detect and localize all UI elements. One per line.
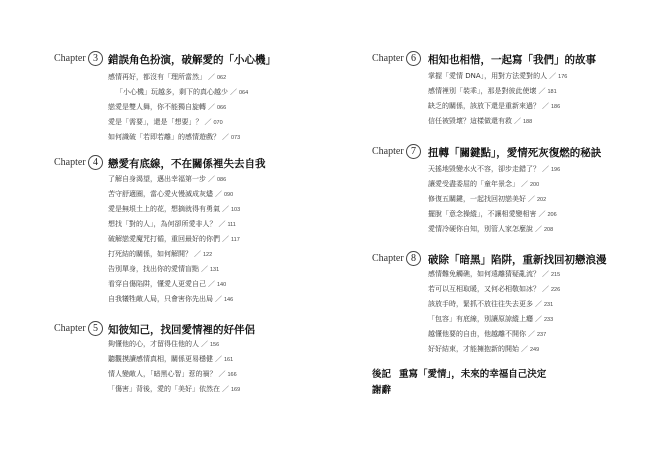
toc-entry-text: 告別單身，找出你的愛情盲點 [108, 265, 199, 273]
toc-slash: ／ [194, 250, 201, 258]
toc-slash: ／ [538, 87, 546, 95]
toc-entry-text: 「小心機」玩越多，剩下的真心越少 [116, 88, 228, 96]
toc-entry[interactable] [108, 295, 233, 305]
toc-slash: ／ [538, 210, 546, 218]
toc-page-number: 226 [551, 287, 561, 293]
chapter-label: Chapter [54, 323, 86, 334]
toc-page-number: 146 [224, 297, 234, 303]
toc-entry-text: 感情難免觸礁，如何遠離猜疑亂流？ [428, 270, 540, 278]
toc-entry[interactable] [108, 280, 226, 290]
toc-entry-text: 了解自身渴望，邁出幸福第一步 [108, 175, 206, 183]
chapter-label: Chapter [372, 253, 404, 264]
toc-entry[interactable] [108, 118, 223, 128]
toc-page-number: 202 [537, 197, 547, 203]
toc-entry-text: 愛情冷硬你自知，別管人家怎麼說 [428, 225, 533, 233]
toc-entry-text: 擺脫「意念操縱」，不讓相愛變相害 [428, 210, 537, 218]
toc-entry[interactable] [428, 315, 553, 325]
toc-page-number: 090 [224, 192, 234, 198]
toc-page-number: 070 [213, 120, 223, 126]
toc-page-number: 208 [544, 227, 554, 233]
toc-slash: ／ [535, 300, 542, 308]
chapter-title: 扭轉「關鍵點」，愛情死灰復燃的秘訣 [428, 147, 602, 159]
chapter-title: 破除「暗黑」陷阱，重新找回初戀浪漫 [428, 254, 607, 266]
toc-slash: ／ [535, 225, 542, 233]
toc-slash: ／ [542, 165, 549, 173]
chapter-number-badge: 7 [406, 144, 421, 159]
toc-entry[interactable] [428, 195, 546, 205]
toc-entry-text: 如何識破「若即若離」的感情遊戲？ [108, 133, 220, 141]
toc-page-number: 140 [217, 282, 227, 288]
toc-slash: ／ [215, 190, 222, 198]
toc-page-number: 181 [547, 89, 557, 95]
toc-page-number: 215 [551, 272, 561, 278]
toc-slash: ／ [521, 345, 528, 353]
toc-page-number: 176 [558, 74, 568, 80]
toc-slash: ／ [215, 355, 222, 363]
toc-page-number: 131 [210, 267, 220, 273]
toc-entry[interactable] [428, 72, 567, 82]
chapter-number-badge: 6 [406, 51, 421, 66]
toc-entry-text: 修復五關鍵，一起找回初戀美好 [428, 195, 526, 203]
toc-page-number: 064 [239, 90, 249, 96]
toc-page-number: 066 [217, 105, 227, 111]
toc-entry[interactable] [108, 385, 240, 395]
toc-entry-text: 缺乏的關係，該放下還是重新來過？ [428, 102, 540, 110]
toc-page-number: 169 [231, 387, 241, 393]
toc-entry[interactable] [428, 285, 560, 295]
toc-entry-text: 掌握「愛情 DNA」，用對方法愛對的人 [428, 72, 548, 80]
chapter-title: 戀愛有底線，不在關係裡失去自我 [108, 158, 266, 170]
toc-entry[interactable] [428, 87, 557, 97]
toc-slash: ／ [222, 133, 229, 141]
toc-slash: ／ [542, 285, 549, 293]
toc-entry[interactable] [108, 250, 212, 260]
toc-page-number: 122 [203, 252, 213, 258]
toc-entry-text: 自我犧牲敵人局，只會害你先出局 [108, 295, 213, 303]
toc-slash: ／ [521, 180, 528, 188]
toc-slash: ／ [208, 73, 215, 81]
toc-entry[interactable] [108, 190, 233, 200]
toc-slash: ／ [204, 118, 212, 126]
toc-entry-text: 戀愛是雙人舞，你不能獨自旋轉 [108, 103, 206, 111]
chapter-number-badge: 5 [88, 321, 103, 336]
toc-entry[interactable] [116, 88, 248, 98]
toc-slash: ／ [208, 103, 215, 111]
toc-entry[interactable] [108, 205, 240, 215]
toc-entry[interactable] [428, 300, 553, 310]
toc-entry-text: 該放手時，緊抓不放往往失去更多 [428, 300, 533, 308]
thanks-entry[interactable]: 謝辭 [372, 385, 392, 396]
toc-page-number: 233 [544, 317, 554, 323]
toc-entry-text: 聽觀摸讀感情真相，關係更易穩健 [108, 355, 213, 363]
toc-slash: ／ [201, 265, 208, 273]
toc-entry-text: 感情裡別「裝乖」，那是對彼此使壞 [428, 87, 537, 95]
toc-page-number: 111 [227, 222, 236, 228]
toc-slash: ／ [215, 295, 222, 303]
toc-slash: ／ [535, 315, 542, 323]
toc-entry-text: 感情再好，都沒有「理所當然」 [108, 73, 206, 81]
chapter-title: 相知也相惜，一起寫「我們」的故事 [428, 54, 596, 66]
toc-page-number: 117 [231, 237, 240, 243]
toc-slash: ／ [230, 88, 237, 96]
toc-slash: ／ [201, 340, 208, 348]
toc-entry-text: 「包容」有底線，別讓原諒縱上癮 [428, 315, 533, 323]
toc-entry[interactable] [108, 175, 226, 185]
toc-entry[interactable] [428, 102, 560, 112]
toc-page-number: 186 [551, 104, 561, 110]
toc-page-number: 206 [547, 212, 557, 218]
chapter-label: Chapter [54, 157, 86, 168]
toc-entry-text: 天搖地毀變水火不容，卻步走錯了？ [428, 165, 540, 173]
toc-page-number: 200 [530, 182, 540, 188]
toc-entry-text: 信任被毀壞？這樣做還有救 [428, 117, 512, 125]
toc-entry-text: 若可以互相取暖，又何必相敬如冰？ [428, 285, 540, 293]
toc-entry[interactable] [108, 235, 240, 245]
toc-entry-text: 「傷害」背後，愛的「美好」依然在 [108, 385, 220, 393]
toc-entry[interactable] [428, 117, 532, 127]
toc-entry[interactable] [428, 165, 560, 175]
toc-entry-text: 苦守舒適圈，當心愛火慢滅成灰燼 [108, 190, 213, 198]
toc-entry-text: 想找「對的人」，為何卻所愛非人？ [108, 220, 217, 228]
toc-entry-text: 夠懂他的心，才留得住他的人 [108, 340, 199, 348]
toc-slash: ／ [528, 330, 535, 338]
toc-page-number: 166 [227, 372, 237, 378]
toc-entry[interactable] [428, 330, 546, 340]
toc-entry[interactable] [108, 355, 233, 365]
toc-slash: ／ [208, 280, 215, 288]
toc-page-number: 188 [523, 119, 533, 125]
afterword-entry[interactable] [372, 366, 546, 380]
toc-page-number: 196 [551, 167, 561, 173]
toc-entry-text: 讓愛受盡委屈的「童年景念」 [428, 180, 519, 188]
chapter-label: Chapter [54, 53, 86, 64]
toc-slash: ／ [528, 195, 535, 203]
toc-slash: ／ [549, 72, 557, 80]
toc-slash: ／ [218, 370, 226, 378]
toc-entry-text: 愛是「需要」，還是「想要」？ [108, 118, 203, 126]
toc-entry[interactable] [108, 73, 226, 83]
chapter-label: Chapter [372, 53, 404, 64]
toc-page-number: 062 [217, 75, 227, 81]
toc-entry[interactable] [428, 180, 539, 190]
toc-entry[interactable] [428, 210, 557, 220]
toc-entry-text: 看穿自傷陷阱，懂愛人更愛自己 [108, 280, 206, 288]
chapter-title: 錯誤角色扮演，破解愛的「小心機」 [108, 54, 276, 66]
toc-slash: ／ [222, 235, 229, 243]
chapter-number-badge: 3 [88, 51, 103, 66]
chapter-number-badge: 8 [406, 251, 421, 266]
toc-entry[interactable] [428, 345, 539, 355]
toc-page-number: 249 [530, 347, 540, 353]
toc-page-number: 073 [231, 135, 241, 141]
chapter-title: 知彼知己，找回愛情裡的好伴侶 [108, 324, 255, 336]
toc-page-number: 103 [231, 207, 241, 213]
toc-entry[interactable] [428, 225, 553, 235]
toc-entry[interactable] [108, 340, 219, 350]
toc-slash: ／ [208, 175, 215, 183]
toc-page-number: 231 [544, 302, 554, 308]
toc-slash: ／ [542, 270, 549, 278]
afterword-label: 後記 [372, 369, 392, 380]
toc-entry[interactable] [108, 265, 219, 275]
toc-entry[interactable] [108, 220, 236, 230]
toc-entry-text: 愛是無垠土上的花，想摘就得有勇氣 [108, 205, 220, 213]
toc-page-number: 086 [217, 177, 227, 183]
toc-entry-text: 情人變敵人，「暗黑心智」惹的禍？ [108, 370, 217, 378]
toc-entry-text: 破解戀愛魔咒打循，重回最好的你們 [108, 235, 220, 243]
toc-slash: ／ [222, 385, 229, 393]
toc-slash: ／ [218, 220, 226, 228]
toc-slash: ／ [514, 117, 521, 125]
toc-entry-text: 打死結的關係，如何解開？ [108, 250, 192, 258]
toc-entry-text: 越懂他要的自由，他越離不開你 [428, 330, 526, 338]
toc-entry-text: 好好結束，才能擁抱新的開始 [428, 345, 519, 353]
toc-entry[interactable] [108, 133, 240, 143]
chapter-number-badge: 4 [88, 155, 103, 170]
toc-page-number: 237 [537, 332, 547, 338]
toc-page-number: 156 [210, 342, 220, 348]
toc-slash: ／ [222, 205, 229, 213]
toc-entry[interactable] [108, 370, 237, 380]
toc-page-number: 161 [224, 357, 234, 363]
afterword-title: 重寫「愛情」，未來的幸福自己決定 [399, 369, 547, 380]
chapter-label: Chapter [372, 146, 404, 157]
toc-entry[interactable] [108, 103, 226, 113]
toc-slash: ／ [542, 102, 549, 110]
toc-entry[interactable] [428, 270, 560, 280]
